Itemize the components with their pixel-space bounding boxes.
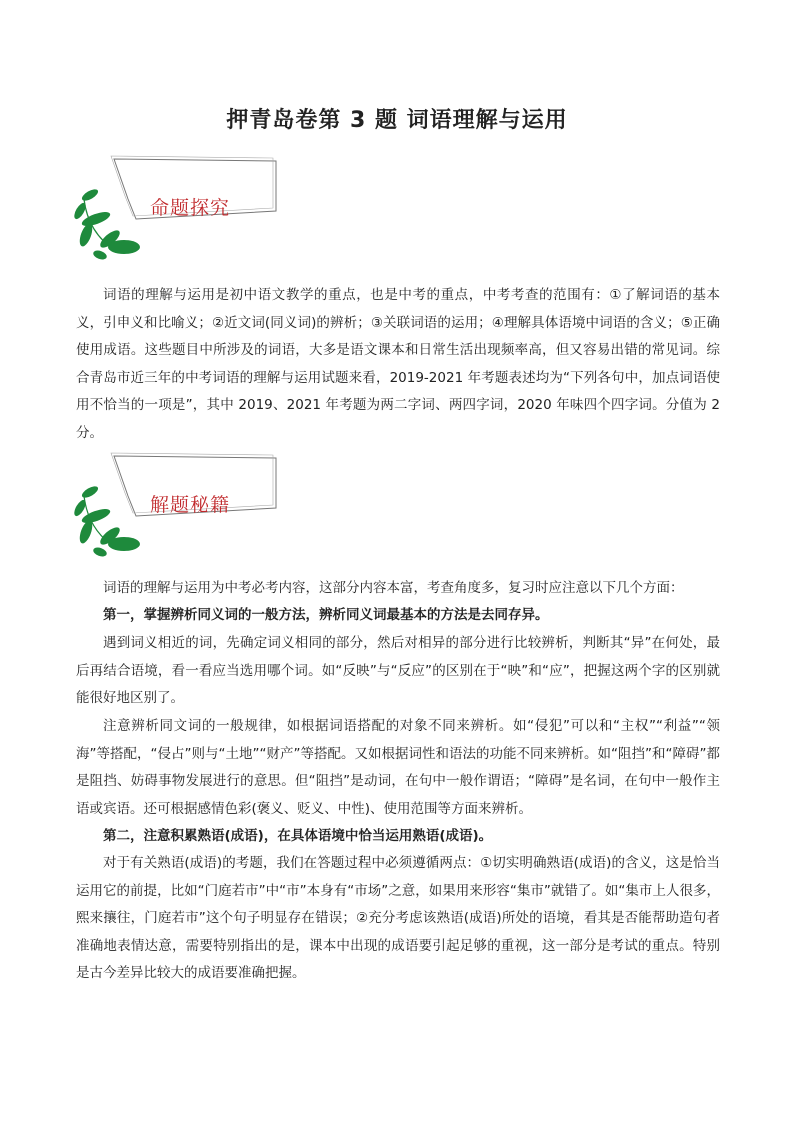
- tips-paragraph-2: 遇到词义相近的词，先确定词义相同的部分，然后对相异的部分进行比较辨析，判断其“异”在何处，最后再结合语境，看一看应当选用哪个词。如“反映”与“反应”的区别在于“映”和“应”，把握这两个字的区别就能很好地区别了。: [76, 635, 720, 706]
- tips-heading-1: 第一，掌握辨析同义词的一般方法，辨析同义词最基本的方法是去同存异。: [103, 607, 549, 623]
- banner-label: 命题探究: [150, 197, 231, 219]
- tips-paragraph-1: 词语的理解与运用为中考必考内容，这部分内容本富，考查角度多，复习时应注意以下几个方面：: [103, 580, 684, 596]
- section-banner-exploration: [66, 155, 286, 275]
- section-banner-tips: [66, 452, 286, 572]
- page-title: 押青岛卷第 3 题 词语理解与运用: [226, 108, 568, 133]
- tips-paragraph-3: 注意辨析同文词的一般规律，如根据词语搭配的对象不同来辨析。如“侵犯”可以和“主权”“利益”“领海”等搭配，“侵占”则与“土地”“财产”等搭配。又如根据词性和语法的功能不同来辨析。如“阻挡”和“障碍”都是阻挡、妨碍事物发展进行的意思。但“阻挡”是动词，在句中一般作谓语；“障碍”是名词，在句中一般作主语或宾语。还可根据感情色彩(褒义、贬义、中性)、使用范围等方面来辨析。: [76, 718, 720, 817]
- tips-paragraph-4: 对于有关熟语(成语)的考题，我们在答题过程中必须遵循两点：①切实明确熟语(成语)的含义，这是恰当运用它的前提，比如“门庭若市”中“市”本身有“市场”之意，如果用来形容“集市”就错了。如“集市上人很多，熙来攘往，门庭若市”这个句子明显存在错误；②充分考虑该熟语(成语)所处的语境，看其是否能帮助造句者准确地表情达意，需要特别指出的是，课本中出现的成语要引起足够的重视，这一部分是考试的重点。特别是古今差异比较大的成语要准确把握。: [76, 855, 720, 981]
- tips-heading-2: 第二，注意积累熟语(成语)，在具体语境中恰当运用熟语(成语)。: [103, 828, 493, 844]
- banner-label: 解题秘籍: [150, 494, 231, 516]
- intro-paragraph: 词语的理解与运用是初中语文教学的重点，也是中考的重点，中考考查的范围有：①了解词语的基本义，引申义和比喻义；②近文词(同义词)的辨析；③关联词语的运用；④理解具体语境中词语的含义；⑤正确使用成语。这些题目中所涉及的词语，大多是语文课本和日常生活出现频率高，但又容易出错的常见词。综合青岛市近三年的中考词语的理解与运用试题来看，2019-2021 年考题表述均为“下列各句中，加点词语使用不恰当的一项是”，其中 2019、2021 年考题为两二字词、两四字词，2020 年味四个四字词。分值为 2 分。: [76, 287, 720, 441]
